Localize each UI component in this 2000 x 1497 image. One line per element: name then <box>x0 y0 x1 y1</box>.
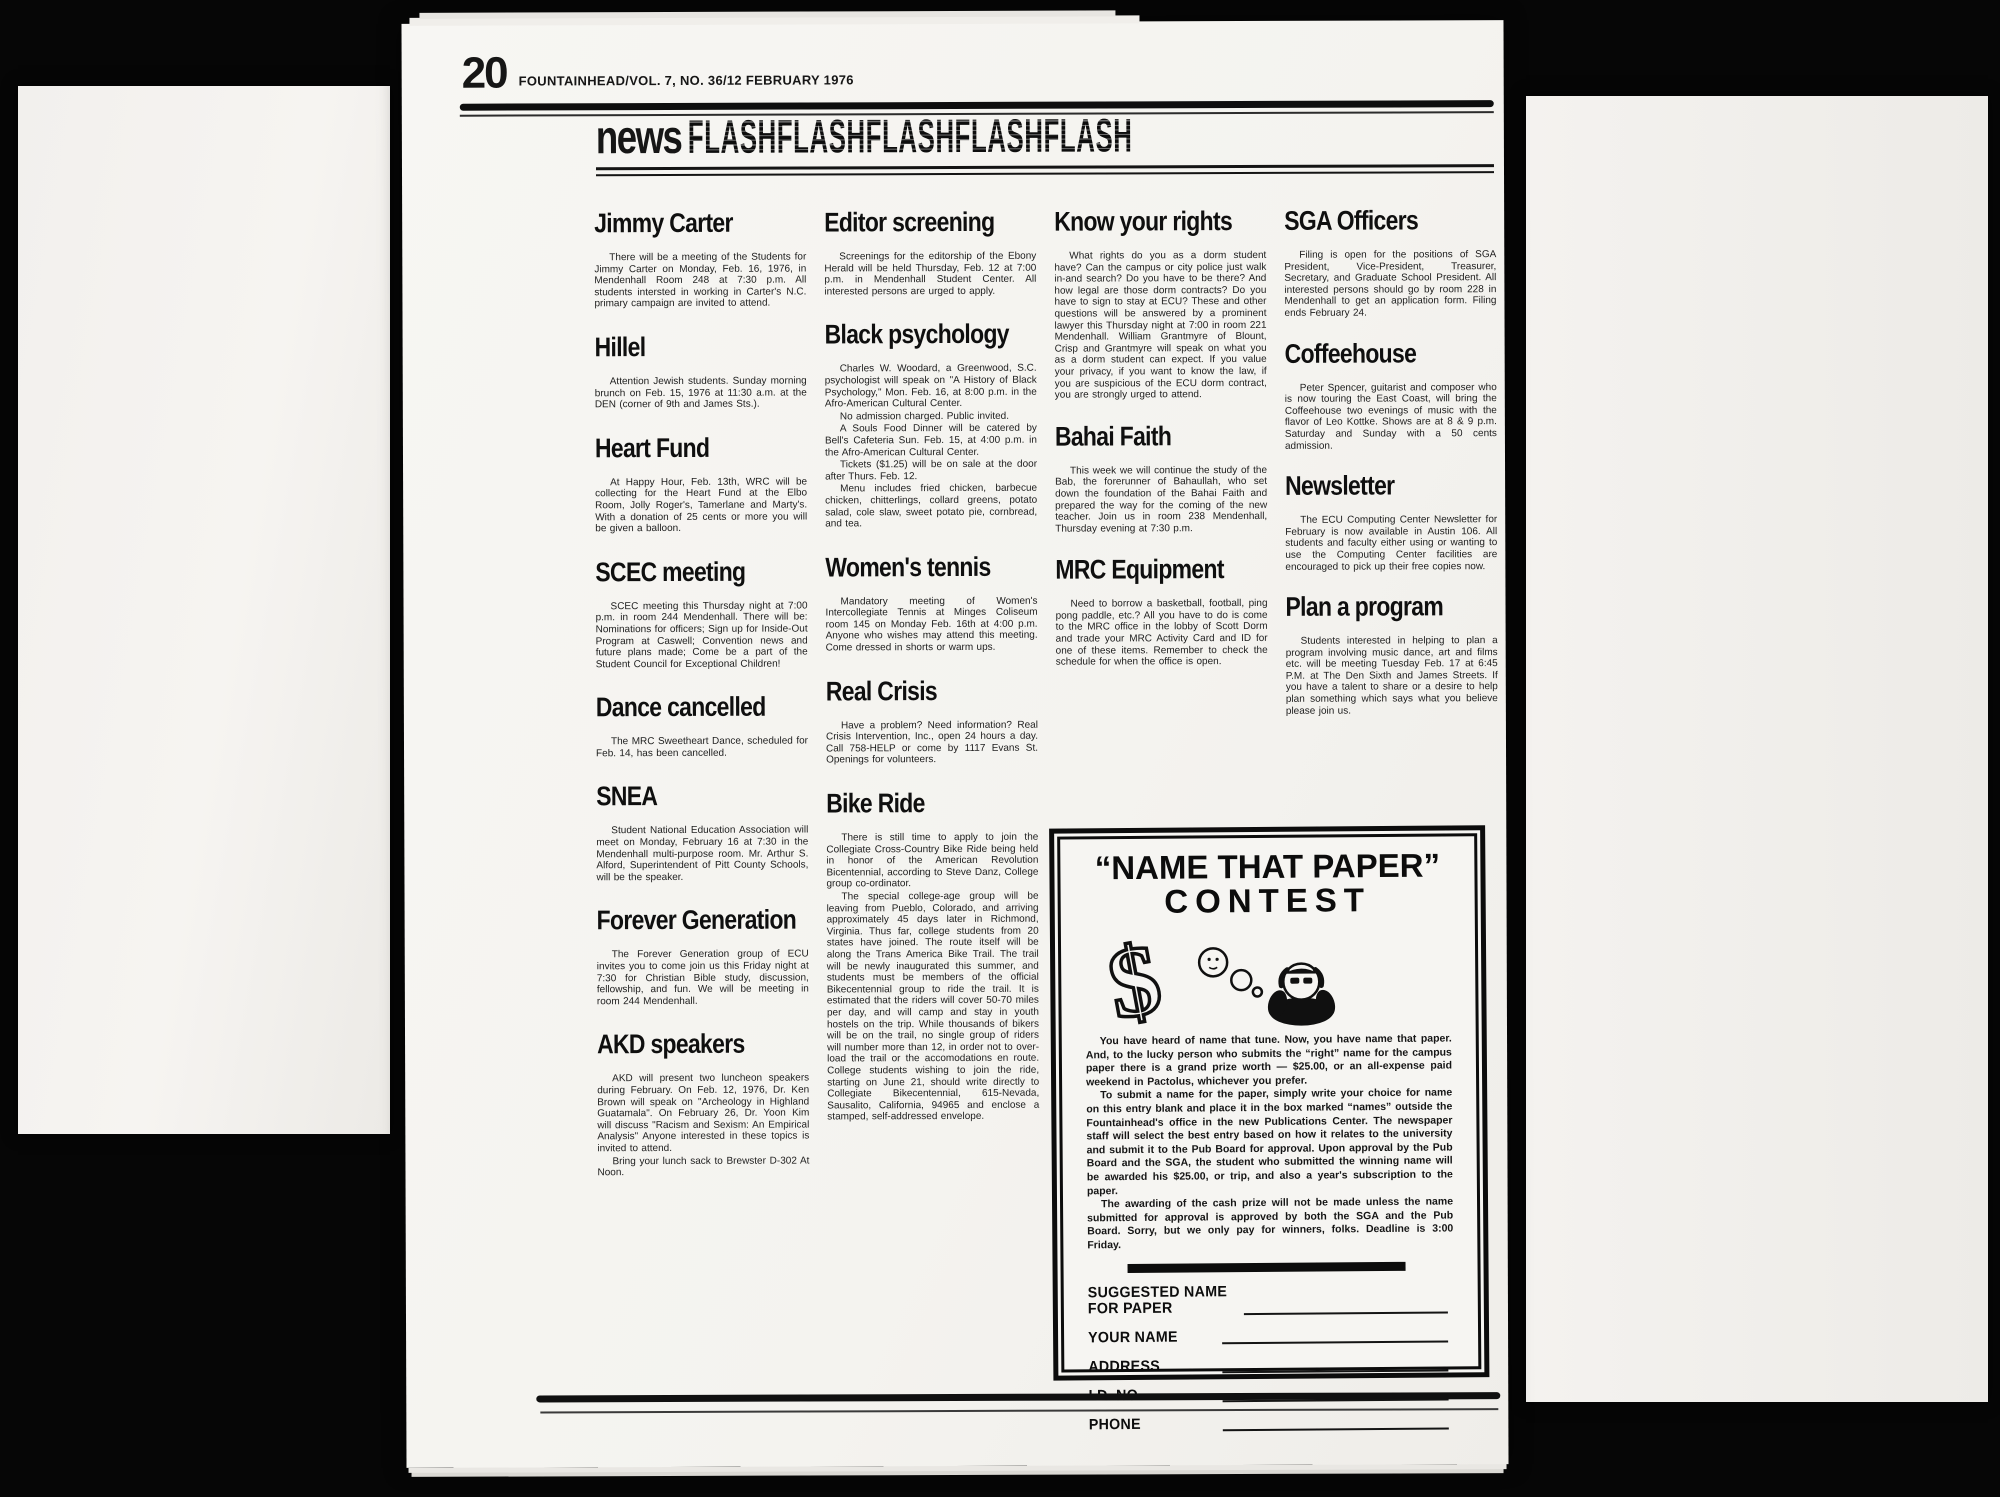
article <box>824 208 1036 298</box>
article <box>595 332 807 411</box>
article-headline: Real Crisis <box>825 675 938 707</box>
article <box>595 433 807 535</box>
contest-title-line1: “NAME THAT PAPER” <box>1094 846 1441 887</box>
article-paragraph: The special college-age group will be leaving from Pueblo, Colorado, and arriving approximately 45 days later in Richmond, Virginia. Thus far, college students from 20 states have joined. The route itself will be along the Trans America Bike Trail. The trail will be newly inaugurated this summer, and students must be members of the official Bikecentennial group to ride the trail. It is estimated that the riders will cover 50-70 miles per day, and will camp and stay in youth hostels on the trip. While thousands of bikers will be on the trail, no single group of riders will number more than 12, in order not to over-load the trail or the accomodations en route. College students wishing to join the ride, starting on June 21, should write directly to Collegiate Bikecentennial, 615-Nevada, Sausalito, California, 94965 and enclose a stamped, self-addressed envelope. <box>826 890 1040 1123</box>
article-paragraph: No admission charged. Public invited. <box>839 410 1010 423</box>
page-number: 20 <box>461 48 507 98</box>
article <box>1285 339 1497 452</box>
form-blank-line <box>1222 1326 1448 1344</box>
thought-bubbles <box>1199 948 1262 997</box>
article-paragraph: Attention Jewish students. Sunday morning brunch on Feb. 15, 1976 at 11:30 a.m. at the DEN (corner of 9th and James Sts.). <box>594 375 807 411</box>
article <box>826 676 1038 766</box>
form-label: PHONE <box>1088 1415 1141 1433</box>
article-paragraph: Filing is open for the positions of SGA President, Vice-President, Treasurer, Secretary, and Graduate School President. All interested persons should go by room 228 in Mendenhall to get an application form. Filing ends February 24. <box>1284 249 1497 319</box>
thinking-figure-doodle <box>1264 963 1338 1026</box>
masthead-underline-rule <box>596 164 1494 176</box>
contest-paragraph: You have heard of name that tune. Now, you have name that paper. And, to the lucky person who submits the “right” name for the campus paper there is a grand prize worth — $25.00, or an all-expense paid weekend in Pactolus, whichever you prefer. <box>1085 1032 1453 1089</box>
form-divider-bar <box>1128 1261 1406 1272</box>
news-column-2 <box>824 208 1039 1201</box>
article-headline: Dance cancelled <box>595 691 766 723</box>
article-headline: Black psychology <box>824 319 1009 350</box>
article-headline: AKD speakers <box>596 1029 745 1060</box>
article-headline: SCEC meeting <box>595 556 746 587</box>
article <box>825 552 1037 654</box>
article-paragraph: There is still time to apply to join the Collegiate Cross-Country Bike Ride being held in honor of the American Revolution Bicentennial, according to Steve Danz, College group co-ordinator. <box>826 831 1039 890</box>
form-blank-line <box>1223 1413 1449 1431</box>
article-paragraph: At Happy Hour, Feb. 13th, WRC will be collecting for the Heart Fund at the Elbo Room, Jolly Roger's, Tamerlane and Marty's. With a donation of 25 cents or more you will be given a balloon. <box>595 476 808 535</box>
article-headline: Jimmy Carter <box>594 207 733 239</box>
news-label: news <box>595 109 682 164</box>
form-row-address <box>1088 1355 1454 1375</box>
article-headline: SNEA <box>596 781 658 812</box>
article-paragraph: Students interested in helping to plan a program involving music dance, art and films etc. will be meeting Tuesday Feb. 17 at 6:45 P.M. at The Den Sixth and James Streets. If you have a talent to share or a desire to help plan something which says what you believe please join us. <box>1285 635 1498 717</box>
article-headline: Editor screening <box>824 206 995 238</box>
article-paragraph: Menu includes fried chicken, barbecue chicken, chitterlings, collard greens, potato salad, cole slaw, sweet potato pie, cornbread, and tea. <box>825 483 1038 530</box>
article-paragraph: Have a problem? Need information? Real Crisis Intervention, Inc., open 24 hours a day. Call 758-HELP or come by 1117 Evans St. Openings for volunteers. <box>825 719 1039 766</box>
article-headline: Know your rights <box>1054 206 1233 237</box>
article <box>1285 471 1497 573</box>
article-paragraph: SCEC meeting this Thursday night at 7:00 p.m. in room 244 Mendenhall. There will be: Nominations for officers; Sign up for Inside-Out Program at Caswell; Convention news and future plans made; Come be a part of the Student Council for Exceptional Children! <box>595 600 808 670</box>
article-paragraph: The MRC Sweetheart Dance, scheduled for Feb. 14, has been cancelled. <box>596 735 809 760</box>
article-paragraph: Peter Spencer, guitarist and composer who is now touring the East Coast, will bring the Coffeehouse two evenings of music with the flavor of Leo Kottke. Shows are at 8 & 9 p.m. Saturday and Sunday with a 50 cents admission. <box>1284 381 1497 452</box>
article-paragraph: Student National Education Association will meet on Monday, February 16 at 7:30 in the Mendenhall multi-purpose room. Mr. Arthur S. Alford, Superintendent of Pitt County Schools, will be the speaker. <box>596 824 809 884</box>
article <box>1284 206 1496 319</box>
article <box>1285 592 1497 717</box>
name-that-paper-contest-box <box>1049 825 1489 1433</box>
svg-text:$: $ <box>1099 922 1170 1041</box>
article <box>825 320 1038 530</box>
form-row-suggested-name <box>1088 1282 1454 1317</box>
article <box>1054 207 1267 401</box>
article-paragraph: Bring your lunch sack to Brewster D-302 At Noon. <box>597 1155 810 1179</box>
article-headline: SGA Officers <box>1284 205 1419 236</box>
article <box>597 1030 810 1179</box>
article-headline: Bike Ride <box>826 788 925 819</box>
article-paragraph: Mandatory meeting of Women's Intercollegiate Tennis at Minges Coliseum room 145 on Monday Feb. 16th at 4:00 p.m. Anyone who wishes may attend this meeting. Come dressed in shorts or warm ups. <box>825 595 1038 654</box>
article-headline: Plan a program <box>1285 591 1444 622</box>
article-paragraph: AKD will present two luncheon speakers during February. On Feb. 12, 1976, Dr. Ken Brown will speak on "Archeology in Highland Guatamala". On February 26, Dr. Yoon Kim will discuss "Racism and Sexism: An Empirical Analysis" Anyone interested in these topics is invited to attend. <box>597 1072 810 1155</box>
contest-body-text <box>1086 1032 1454 1252</box>
article-headline: Heart Fund <box>594 432 710 464</box>
article <box>596 693 808 760</box>
newspaper-page <box>401 20 1508 1468</box>
publication-info: FOUNTAINHEAD/VOL. 7, NO. 36/12 FEBRUARY 1976 <box>518 72 854 89</box>
form-blank-line <box>1222 1355 1448 1373</box>
article <box>1055 555 1267 668</box>
form-label: YOUR NAME <box>1088 1328 1178 1346</box>
article-paragraph: What rights do you as a dorm student have? Can the campus or city police just walk in-and search? Do you have to be there? And how legal are those dorm contracts? Do you have to sign to stay at ECU? These and other questions will be answered by a prominent lawyer this Thursday night at 7:00 in room 221 Mendenhall. William Grantmyre of Blount, Crisp and Grantmyre will speak on what you as a dorm student can expect. If you value your privacy, if you want to know the law, if you are suspicious of the ECU dorm contract, you are strongly urged to attend. <box>1054 249 1267 401</box>
article <box>597 906 809 1008</box>
article-paragraph: The ECU Computing Center Newsletter for February is now available in Austin 106. All students and faculty either using or wanting to use the Computing Center facilities are encouraged to pick up their free copies now. <box>1285 514 1498 573</box>
article <box>1055 422 1267 535</box>
news-flash-masthead <box>596 106 1496 164</box>
left-blank-scan-page <box>18 86 390 1134</box>
right-blank-scan-page <box>1526 96 1988 1402</box>
contest-inner-border <box>1057 833 1481 1433</box>
article-headline: Coffeehouse <box>1284 337 1417 369</box>
form-row-your-name <box>1088 1326 1454 1346</box>
page-header <box>461 48 854 98</box>
form-row-phone <box>1089 1413 1455 1433</box>
article-paragraph: A Souls Food Dinner will be catered by Bell's Cafeteria Sun. Feb. 15, at 4:00 p.m. in the Afro-American Cultural Center. <box>824 423 1037 458</box>
dollar-sign-doodle <box>1100 922 1169 1040</box>
article <box>596 782 808 884</box>
article-paragraph: Screenings for the editorship of the Ebony Herald will be held Thursday, Feb. 12 at 7:00 p.m. in Mendenhall Student Center. All interested persons are urged to apply. <box>824 250 1037 298</box>
contest-paragraph: To submit a name for the paper, simply write your choice for name on this entry blank and place it in the box marked “names” outside the Fountainhead's office in the new Publications Center. The newspaper staff will select the best entry based on how it relates to the university and submit it to the Pub Board for approval. Upon approval by the Pub Board and the SGA, the student who submitted the winning name will be awarded his $25.00, or trip, and also a year's subscription to the paper. <box>1086 1086 1453 1197</box>
form-label-line1: SUGGESTED NAME <box>1087 1282 1228 1301</box>
article-headline: MRC Equipment <box>1055 554 1224 585</box>
form-label: ADDRESS <box>1088 1357 1161 1375</box>
article <box>826 789 1039 1124</box>
contest-doodle-graphic <box>1091 919 1392 1041</box>
form-blank-line <box>1244 1297 1448 1315</box>
news-column-1 <box>594 209 809 1202</box>
article-paragraph: The Forever Generation group of ECU invites you to come join us this Friday night at 7:30 for Christian Bible study, discussion, fellowship, and fun. We will be meeting in room 244 Mendenhall. <box>596 948 809 1008</box>
article-headline: Bahai Faith <box>1054 420 1172 452</box>
article <box>595 557 807 670</box>
article-paragraph: There will be a meeting of the Students for Jimmy Carter on Monday, Feb. 16, 1976, in Mendenhall Room 248 at 7:30 p.m. All students intersted in working in Carter's N.C. primary campaign are invited to attend. <box>594 251 807 310</box>
article-headline: Women's tennis <box>825 551 991 583</box>
flash-banner: FLASHFLASHFLASHFLASHFLASH <box>687 108 1133 163</box>
article-headline: Newsletter <box>1285 470 1395 501</box>
article-paragraph: Charles W. Woodard, a Greenwood, S.C. psychologist will speak on "A History of Black Psychology," Mon. Feb. 16, at 8:00 p.m. in the Afro-American Cultural Center. <box>824 363 1037 410</box>
article-paragraph: This week we will continue the study of the Bab, the forerunner of Bahaullah, who set down the foundation of the Bahai Faith and prepared the way for the coming of the new teacher. Join us in room 238 Mendenhall, Thursday evening at 7:30 p.m. <box>1055 464 1268 535</box>
article <box>594 209 806 311</box>
contest-title-line2: CONTEST <box>1164 881 1372 920</box>
article-headline: Hillel <box>594 332 646 363</box>
article-paragraph: Tickets ($1.25) will be on sale at the door after Thurs. Feb. 12. <box>825 458 1038 483</box>
contest-paragraph: The awarding of the cash prize will not be made unless the name submitted for approval is approved by both the SGA and the Pub Board. Sorry, but we only pay for winners, folks. Deadline is 3:00 Friday. <box>1087 1195 1454 1252</box>
form-label <box>1088 1284 1231 1317</box>
contest-title <box>1084 848 1451 919</box>
form-label-line2: FOR PAPER <box>1087 1299 1173 1317</box>
article-paragraph: Need to borrow a basketball, football, ping pong paddle, etc.? All you have to do is come to the MRC office in the lobby of Scott Dorm and trade your MRC Activity Card and ID for one of these items. Remember to check the schedule for when the office is open. <box>1055 598 1268 668</box>
article-headline: Forever Generation <box>596 904 797 936</box>
